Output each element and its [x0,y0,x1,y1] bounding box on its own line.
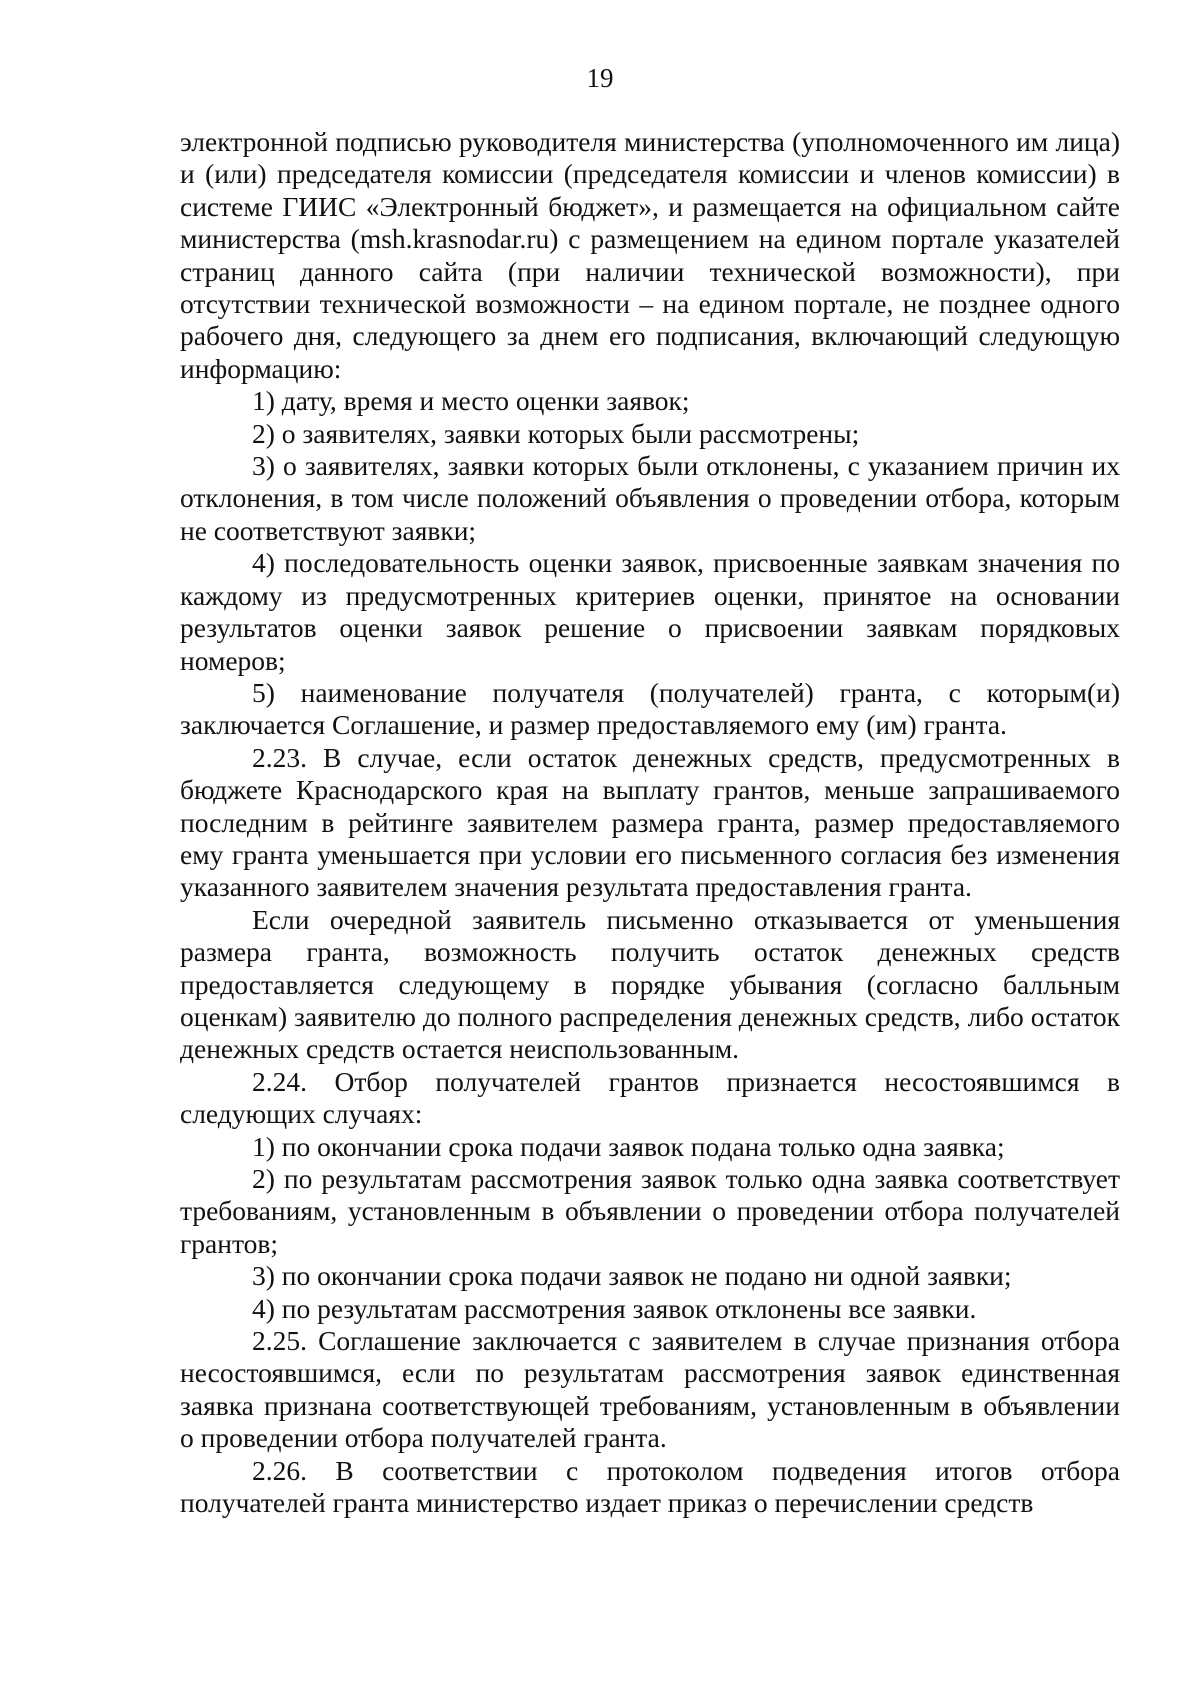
document-body [180,126,1120,1519]
list-item: 3) о заявителях, заявки которых были отклонены, с указанием причин их отклонения, в том числе положений объявления о проведении отбора, которым не соответствуют заявки; [180,450,1120,546]
list-item: 1) по окончании срока подачи заявок подана только одна заявка; [252,1130,1005,1162]
paragraph-2-26: 2.26. В соответствии с протоколом подведения итогов отбора получателей гранта министерство издает приказ о перечислении средств [180,1454,1120,1519]
list-item: 3) по окончании срока подачи заявок не подано ни одной заявки; [252,1260,1012,1292]
paragraph-2-23-continued: Если очередной заявитель письменно отказывается от уменьшения размера гранта, возможность получить остаток денежных средств предоставляется следующему в порядке убывания (согласно балльным оценкам) заявителю до полного распределения денежных средств, либо остаток денежных средств остается неиспользованным. [180,903,1120,1065]
list-item: 4) по результатам рассмотрения заявок отклонены все заявки. [252,1292,977,1324]
paragraph-1: электронной подписью руководителя министерства (уполномоченного им лица) и (или) председателя комиссии (председателя комиссии и членов комиссии) в системе ГИИС «Электронный бюджет», и размещается на официальном сайте министерства (msh.krasnodar.ru) с размещением на едином портале указателей страниц данного сайта (при наличии технической возможности), при отсутствии технической возможности – на едином портале, не позднее одного рабочего дня, следующего за днем его подписания, включающий следующую информацию: [180,126,1120,384]
list-item: 4) последовательность оценки заявок, присвоенные заявкам значения по каждому из предусмотренных критериев оценки, принятое на основании результатов оценки заявок решение о присвоении заявкам порядковых номеров; [180,547,1120,676]
paragraph-2-23: 2.23. В случае, если остаток денежных средств, предусмотренных в бюджете Краснодарского края на выплату грантов, меньше запрашиваемого последним в рейтинге заявителем размера гранта, размер предоставляемого ему гранта уменьшается при условии его письменного согласия без изменения указанного заявителем значения результата предоставления гранта. [180,741,1120,903]
page-number: 19 [586,63,614,93]
list-item: 2) о заявителях, заявки которых были рассмотрены; [252,417,860,449]
list-item: 5) наименование получателя (получателей) гранта, с которым(и) заключается Соглашение, и размер предоставляемого ему (им) гранта. [180,676,1120,741]
list-item: 2) по результатам рассмотрения заявок только одна заявка соответствует требованиям, установленным в объявлении о проведении отбора получателей грантов; [180,1163,1120,1259]
list-item: 1) дату, время и место оценки заявок; [252,385,690,417]
paragraph-2-24: 2.24. Отбор получателей грантов признается несостоявшимся в следующих случаях: [180,1065,1120,1130]
paragraph-2-25: 2.25. Соглашение заключается с заявителем в случае признания отбора несостоявшимся, если по результатам рассмотрения заявок единственная заявка признана соответствующей требованиям, установленным в объявлении о проведении отбора получателей гранта. [180,1325,1120,1454]
